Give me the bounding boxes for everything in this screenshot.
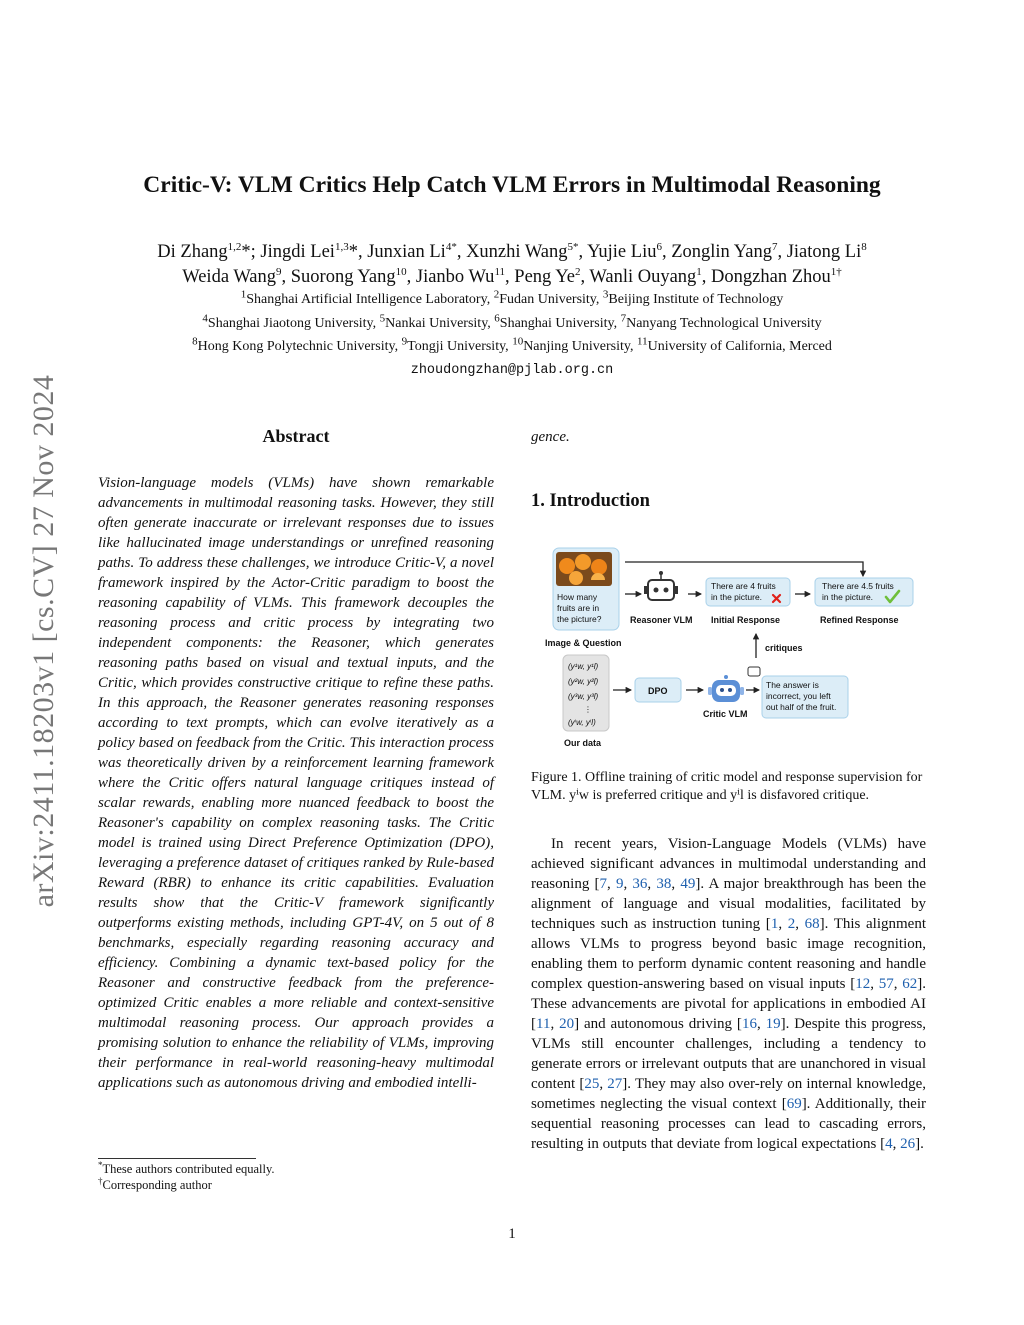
citation-link[interactable]: 25 xyxy=(584,1076,600,1092)
reasoner-robot-icon xyxy=(644,571,678,600)
citation-link[interactable]: 27 xyxy=(607,1076,623,1092)
question-line-3: the picture? xyxy=(557,614,602,624)
abstract-heading: Abstract xyxy=(262,426,330,446)
citation-link[interactable]: 9 xyxy=(615,876,624,892)
citation-link[interactable]: 49 xyxy=(680,876,696,892)
citation-link[interactable]: 2 xyxy=(787,916,796,932)
author-line-1: Di Zhang$^{1,2}$*; Jingdi Lei$^{1,3}$*, Junxian $Li^{4*}$, Xunzhi Wang$^{5*}$, Yujie Liu$^6$, Zonglin Yang$^7$, Jiatong Li$^8$ xyxy=(157,240,867,262)
paper-title: Critic-V: VLM Critics Help Catch VLM Errors in Multimodal Reasoning xyxy=(143,172,881,198)
citation-link[interactable]: 62 xyxy=(902,976,918,992)
citation-link[interactable]: 57 xyxy=(878,976,894,992)
refined-response-label: Refined Response xyxy=(820,615,899,625)
critic-vlm-label: Critic VLM xyxy=(703,709,748,719)
page-number: 1 xyxy=(508,1226,516,1242)
our-data-label: Our data xyxy=(564,738,602,748)
footnote-corresponding-author: †Corresponding author xyxy=(98,1175,212,1192)
critiques-label: critiques xyxy=(765,643,803,653)
question-line-1: How many xyxy=(557,592,598,602)
initial-response-line-2: in the picture. xyxy=(711,592,763,602)
data-pair-2: (y²w, y²l) xyxy=(568,677,599,686)
dpo-label: DPO xyxy=(648,686,668,696)
citation-link[interactable]: 1 xyxy=(770,916,779,932)
critic-robot-icon xyxy=(708,667,760,702)
footnote-equal-contribution: *These authors contributed equally. xyxy=(98,1159,275,1176)
refined-response-line-2: in the picture. xyxy=(822,592,874,602)
reasoner-label: Reasoner VLM xyxy=(630,615,693,625)
data-pair-3: (y³w, y³l) xyxy=(568,692,599,701)
citation-link[interactable]: 7 xyxy=(599,876,608,892)
author-list xyxy=(100,240,924,290)
critique-line-1: The answer is xyxy=(766,680,819,690)
question-line-2: fruits are in xyxy=(557,603,600,613)
fruit-2 xyxy=(575,554,591,570)
citation-link[interactable]: 12 xyxy=(855,976,871,992)
footnote-divider xyxy=(98,1158,256,1159)
affiliation-line-2: $^4$Shanghai Jiaotong University, $^5$Nankai University, $^6$Shanghai University, $^7$Nanyang Technological University xyxy=(202,312,822,331)
data-pair-ellipsis: ⋮ xyxy=(584,705,592,714)
contact-email[interactable]: zhoudongzhan@pjlab.org.cn xyxy=(410,363,614,378)
initial-response-line-1: There are 4 fruits xyxy=(711,581,776,591)
fruit-4 xyxy=(569,571,583,585)
citation-link[interactable]: 11 xyxy=(536,1016,551,1032)
data-pair-i: (yⁱw, yⁱl) xyxy=(568,718,596,727)
data-pair-1: (y¹w, y¹l) xyxy=(568,662,599,671)
author-line-2: Weida Wang$^9$, Suorong Yang$^{10}$, Jianbo Wu$^{11}$, Peng Ye$^2$, Wanli Ouyang$^1$, Dongzhan Zhou$^{1\dagger}$ xyxy=(182,265,842,287)
affiliation-line-1: $^1$Shanghai Artificial Intelligence Laboratory, $^2$Fudan University, $^3$Beijing Institute of Technology xyxy=(240,288,784,307)
abstract-body: Vision-language models (VLMs) have shown remarkable advancements in multimodal reasoning tasks. However, they still often generate inaccurate or irrelevant responses due to issues like hallucinated image understandings or unrefined reasoning paths. To address these challenges, we introduce Critic-V, a novel framework inspired by the Actor-Critic paradigm to boost the reasoning capability of VLMs. This framework decouples the reasoning process and critic process by integrating two independent components: the Reasoner, which generates reasoning paths based on visual and textual inputs, and the Critic, which provides constructive critique to refine these paths. In this approach, the Reasoner generates reasoning responses according to text prompts, which can evolve iteratively as a policy based on feedback from the Critic. This interaction process was theoretically driven by a reinforcement learning framework where the Critic offers natural language critiques instead of scalar rewards, enabling more nuanced feedback to boost the Reasoner's capability on complex reasoning tasks. The Critic model is trained using Direct Preference Optimization (DPO), leveraging a preference dataset of critiques ranked by Rule-based Reward (RBR) to enhance its critic capabilities. Evaluation results show that the Critic-V framework significantly outperforms existing methods, including GPT-4V, on 5 out of 8 benchmarks, especially regarding reasoning accuracy and efficiency. Combining a dynamic text-based policy for the Reasoner and constructive feedback from the preference-optimized Critic enables a more reliable and context-sensitive multimodal reasoning process. Our approach provides a promising solution to enhance the reliability of VLMs, improving their performance in real-world reasoning-heavy multimodal applications such as autonomous driving and embodied intelli- xyxy=(98,475,494,1091)
citation-link[interactable]: 69 xyxy=(786,1096,802,1112)
section-heading-introduction: 1. Introduction xyxy=(531,491,650,511)
affiliation-line-3: $^8$Hong Kong Polytechnic University, $^9$Tongji University, $^{10}$Nanjing University, $^{11}$University of California, Merced xyxy=(192,335,832,354)
citation-link[interactable]: 20 xyxy=(559,1016,575,1032)
arxiv-watermark xyxy=(20,345,68,937)
citation-link[interactable]: 19 xyxy=(765,1016,781,1032)
abstract-continuation: gence. xyxy=(531,429,570,445)
citation-link[interactable]: 4 xyxy=(885,1136,893,1152)
introduction-paragraph: In recent years, Vision-Language Models (VLMs) have achieved significant advances in multimodal understanding and reasoning [7, 9, 36, 38, 49]. A major breakthrough has been the alignment of language and visual modalities, facilitated by techniques such as instruction tuning [1, 2, 68]. This alignment allows VLMs to progress beyond basic image recognition, enabling them to perform dynamic content reasoning and handle complex question-answering based on visual inputs [12, 57, 62]. These advancements are pivotal for applications in embodied AI [11, 20] and autonomous driving [16, 19]. Despite this progress, VLMs still encounter challenges, including a tendency to generate errors or irrelevant outputs that are unanchored in visual content [25, 27]. They may also over-rely on internal knowledge, sometimes neglecting the visual context [69]. Additionally, their sequential reasoning processes can lead to cascading errors, resulting in outputs that deviate from logical expectations [4, 26]. xyxy=(531,836,927,1152)
figure-1-diagram xyxy=(531,540,926,765)
initial-response-label: Initial Response xyxy=(711,615,781,625)
citation-link[interactable]: 26 xyxy=(900,1136,916,1152)
image-question-label: Image & Question xyxy=(545,638,622,648)
citation-link[interactable]: 16 xyxy=(741,1016,757,1032)
fruit-1 xyxy=(559,558,575,574)
fruit-3 xyxy=(591,559,607,575)
arxiv-id: arXiv:2411.18203v1 [cs.CV] 27 Nov 2024 xyxy=(27,374,60,908)
citation-link[interactable]: 38 xyxy=(656,876,672,892)
refined-response-line-1: There are 4.5 fruits xyxy=(822,581,894,591)
critique-line-2: incorrect, you left xyxy=(766,691,831,701)
citation-link[interactable]: 36 xyxy=(632,876,648,892)
figure-1-caption: Figure 1. Offline training of critic model and response supervision for VLM. yⁱw is preferred critique and yⁱl is disfavored critique. xyxy=(531,770,923,803)
citation-link[interactable]: 68 xyxy=(804,916,820,932)
critique-line-3: out half of the fruit. xyxy=(766,702,837,712)
